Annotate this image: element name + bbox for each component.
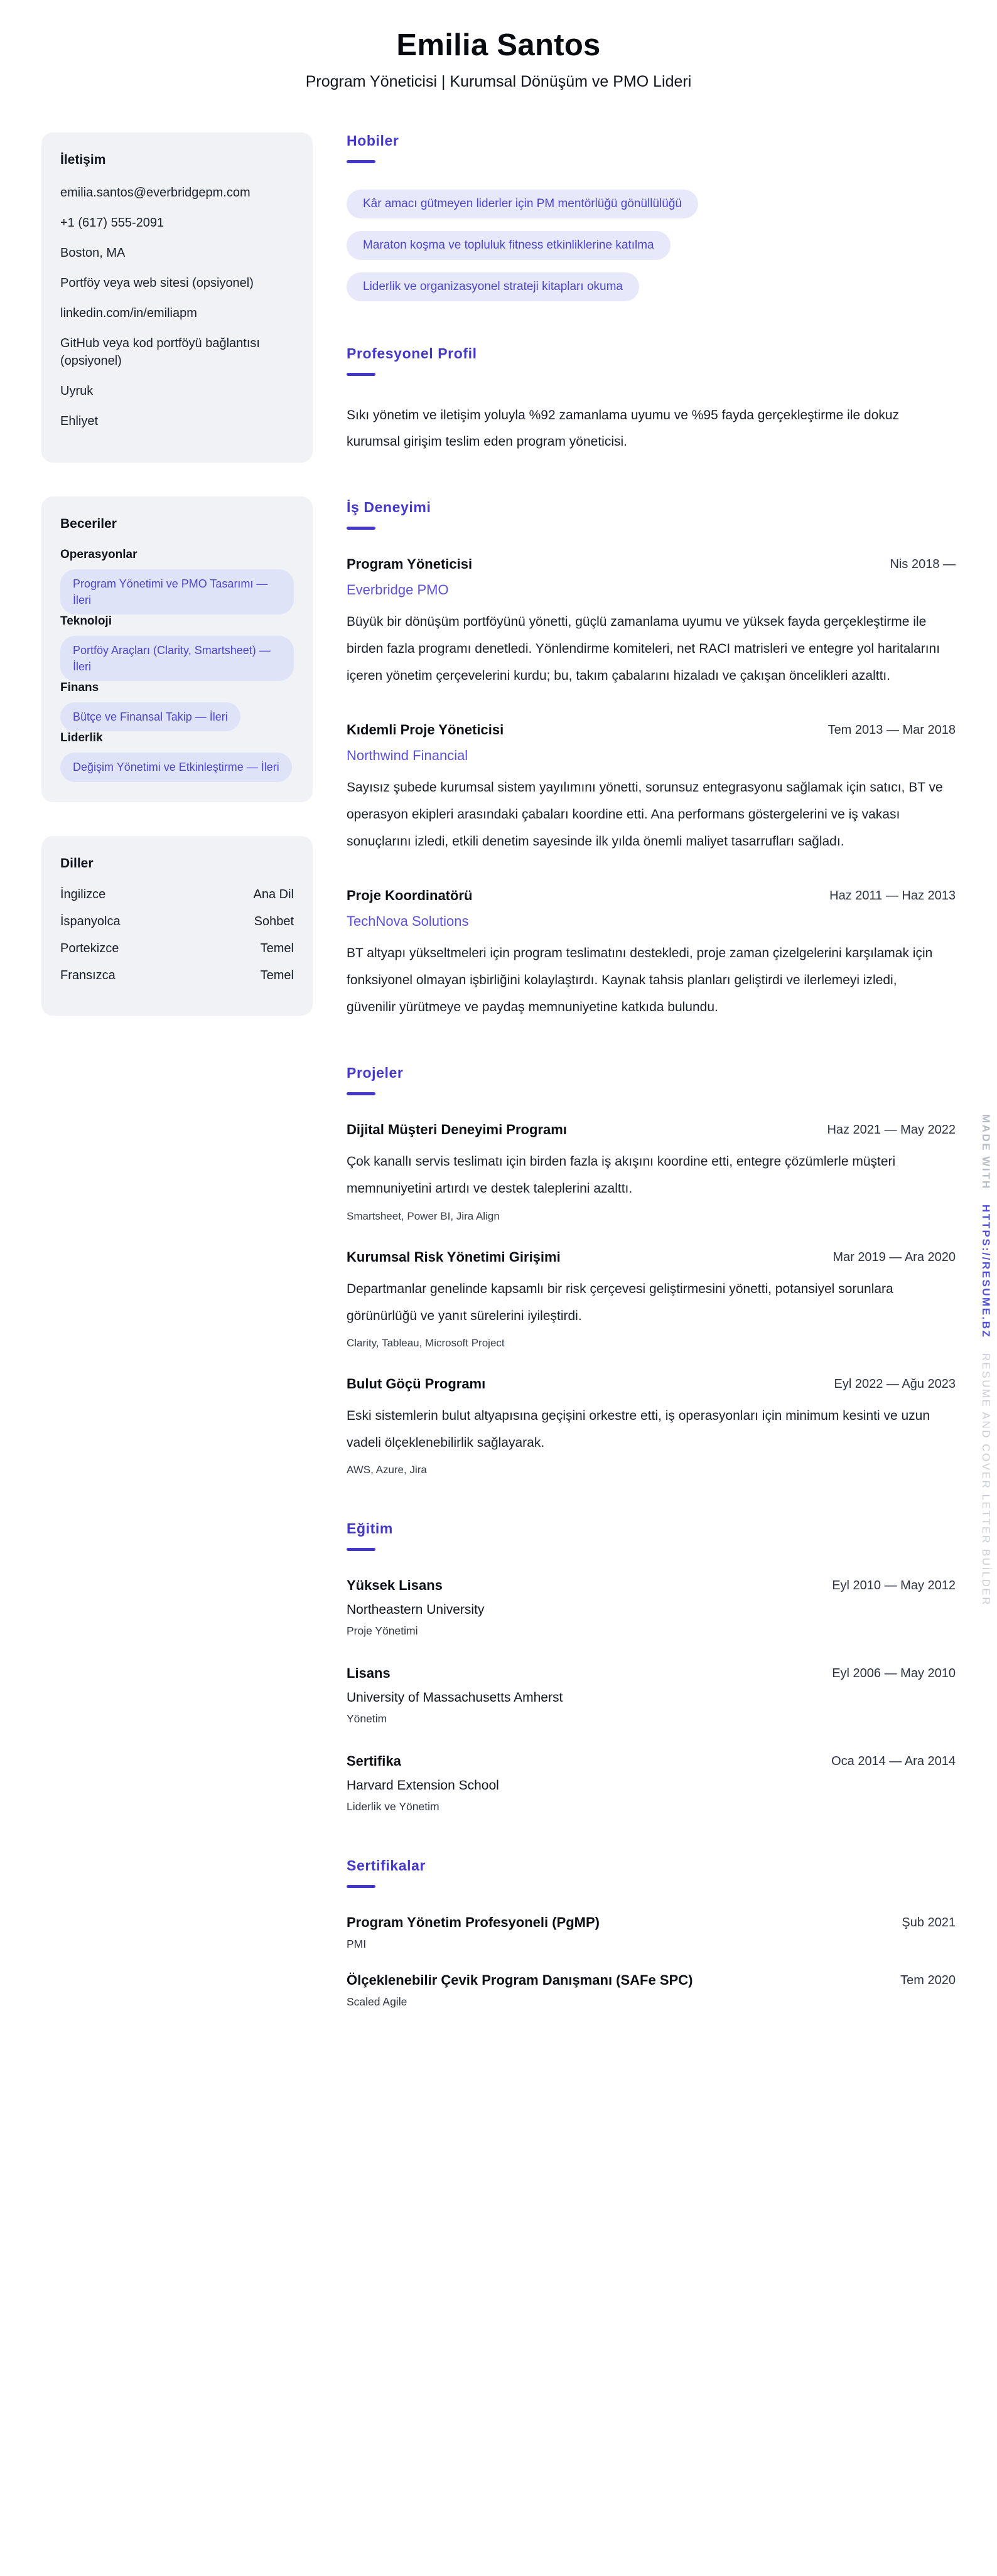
language-row — [60, 942, 294, 956]
candidate-title: Program Yöneticisi | Kurumsal Dönüşüm ve PMO Lideri — [305, 73, 692, 90]
heading-underline — [347, 1885, 375, 1888]
skill-group — [60, 731, 294, 781]
project-dates: Eyl 2022 — Ağu 2023 — [834, 1377, 956, 1391]
job-dates: Haz 2011 — Haz 2013 — [829, 889, 956, 903]
education-school: University of Massachusetts Amherst — [347, 1690, 563, 1705]
education-degree: Yüksek Lisans — [347, 1577, 443, 1593]
section-experience — [347, 499, 956, 1021]
education-field: Liderlik ve Yönetim — [347, 1800, 439, 1813]
project-description: Departmanlar genelinde kapsamlı bir risk çerçevesi geliştirmesini yönetti, potansiyel sorunlara görünürlüğü ve yanıt sürelerini iyileştirdi. — [347, 1281, 893, 1323]
education-dates: Eyl 2010 — May 2012 — [832, 1578, 956, 1592]
job-description: BT altyapı yükseltmeleri için program teslimatını destekledi, proje zaman çizelgelerini karşılamak için fonksiyonel olmayan işbirliğini kolaylaştırdı. Kaynak tahsis planları geliştirdi ve ilerlemeyi izledi, güvenilir yürütmeye ve paydaş memnuniyetine katkıda bulundu. — [347, 946, 933, 1015]
projects-heading: Projeler — [347, 1065, 404, 1081]
education-dates: Eyl 2006 — May 2010 — [832, 1666, 956, 1680]
skill-group — [60, 681, 294, 731]
project-description: Çok kanallı servis teslimatı için birden fazla iş akışını koordine etti, entegre çözümlerle müşteri memnuniyetini artırdı ve destek taleplerini azalttı. — [347, 1154, 896, 1196]
job-title: Kıdemli Proje Yöneticisi — [347, 722, 504, 738]
watermark-prefix: MADE WITH — [980, 1114, 992, 1190]
heading-underline — [347, 373, 375, 376]
section-certifications — [347, 1857, 956, 2009]
language-row — [60, 915, 294, 929]
candidate-name: Emilia Santos — [396, 28, 601, 62]
project-title: Kurumsal Risk Yönetimi Girişimi — [347, 1248, 561, 1265]
hobbies-heading: Hobiler — [347, 132, 399, 149]
skill-category: Liderlik — [60, 731, 103, 745]
watermark — [979, 1114, 992, 1606]
job-description: Sayısız şubede kurumsal sistem yayılımını yönetti, sorunsuz entegrasyonu sağlamak için satıcı, BT ve operasyon ekipleri arasındaki çabaları koordine etti. Ana performans göstergelerini ve iş vakası sonuçlarını izledi, etkili denetim sayesinde ilk yılda önemli maliyet tasarrufları sağladı. — [347, 780, 943, 849]
language-level: Temel — [260, 968, 294, 982]
certification-date: Şub 2021 — [902, 1915, 956, 1929]
languages-card — [41, 836, 313, 1016]
profile-heading: Profesyonel Profil — [347, 345, 477, 362]
job-company-link[interactable]: TechNova Solutions — [347, 913, 469, 930]
resume-body — [0, 132, 997, 2053]
skill-pill: Bütçe ve Finansal Takip — İleri — [60, 702, 240, 731]
education-field: Yönetim — [347, 1712, 387, 1725]
experience-entry — [347, 888, 956, 1021]
job-description: Büyük bir dönüşüm portföyünü yönetti, güçlü zamanlama uyumu ve yüksek fayda gerçekleştirme ile birden fazla programı denetledi. Yönlendirme komiteleri, net RACI matrisleri ve entegre yol haritalarını içeren yönetim çerçevelerini kurdu; bu, takım çabalarını hizaladı ve çakışan öncelikleri azalttı. — [347, 614, 940, 684]
job-dates: Nis 2018 — — [890, 557, 956, 571]
certification-name: Program Yönetim Profesyoneli (PgMP) — [347, 1914, 600, 1930]
resume-header — [0, 0, 997, 91]
project-title: Dijital Müşteri Deneyimi Programı — [347, 1122, 567, 1138]
section-hobbies — [347, 132, 956, 301]
sidebar — [41, 132, 313, 1049]
project-title: Bulut Göçü Programı — [347, 1375, 486, 1392]
education-heading: Eğitim — [347, 1520, 393, 1537]
project-entry — [347, 1122, 956, 1222]
language-name: İspanyolca — [60, 914, 121, 928]
certifications-heading: Sertifikalar — [347, 1857, 426, 1874]
experience-entry — [347, 556, 956, 689]
contact-item[interactable]: Uyruk — [60, 384, 94, 398]
education-entry — [347, 1577, 956, 1638]
hobby-pill: Liderlik ve organizasyonel strateji kitapları okuma — [347, 272, 639, 301]
education-school: Harvard Extension School — [347, 1778, 499, 1793]
project-dates: Mar 2019 — Ara 2020 — [833, 1250, 956, 1264]
contact-item[interactable]: Boston, MA — [60, 246, 126, 260]
certification-date: Tem 2020 — [900, 1973, 956, 1987]
main-column — [347, 132, 956, 2053]
skills-card — [41, 496, 313, 802]
hobby-pill: Kâr amacı gütmeyen liderler için PM mentörlüğü gönüllülüğü — [347, 190, 698, 218]
education-school: Northeastern University — [347, 1602, 485, 1617]
experience-entry — [347, 722, 956, 855]
education-field: Proje Yönetimi — [347, 1624, 418, 1637]
certification-name: Ölçeklenebilir Çevik Program Danışmanı (SAFe SPC) — [347, 1972, 693, 1988]
certification-entry — [347, 1914, 956, 1951]
language-row — [60, 969, 294, 983]
skill-category: Operasyonlar — [60, 548, 137, 561]
project-tools: AWS, Azure, Jira — [347, 1463, 427, 1476]
contact-card — [41, 132, 313, 463]
watermark-suffix: RESUME AND COVER LETTER BUİLDER — [980, 1353, 992, 1607]
language-level: Ana Dil — [253, 887, 294, 901]
skills-title: Beceriler — [60, 517, 117, 531]
language-name: Portekizce — [60, 941, 119, 955]
project-dates: Haz 2021 — May 2022 — [827, 1123, 956, 1137]
contact-item[interactable]: Portföy veya web sitesi (opsiyonel) — [60, 276, 254, 290]
job-title: Program Yöneticisi — [347, 556, 473, 572]
heading-underline — [347, 1092, 375, 1095]
education-entry — [347, 1665, 956, 1725]
language-name: Fransızca — [60, 968, 116, 982]
education-dates: Oca 2014 — Ara 2014 — [831, 1754, 956, 1768]
language-name: İngilizce — [60, 887, 106, 901]
skill-group — [60, 548, 294, 614]
skill-category: Teknoloji — [60, 614, 112, 628]
project-entry — [347, 1249, 956, 1350]
contact-item[interactable]: +1 (617) 555-2091 — [60, 216, 164, 230]
certification-issuer: Scaled Agile — [347, 1995, 407, 2008]
contact-title: İletişim — [60, 153, 106, 167]
language-level: Temel — [260, 941, 294, 955]
skill-category: Finans — [60, 681, 99, 695]
skill-pill: Değişim Yönetimi ve Etkinleştirme — İleri — [60, 753, 292, 781]
hobby-pill: Maraton koşma ve topluluk fitness etkinliklerine katılma — [347, 231, 671, 260]
heading-underline — [347, 527, 375, 530]
section-education — [347, 1520, 956, 1813]
watermark-url-link[interactable]: HTTPS://RESUME.BZ — [980, 1204, 992, 1339]
project-tools: Smartsheet, Power BI, Jira Align — [347, 1210, 500, 1222]
contact-item[interactable]: GitHub veya kod portföyü bağlantısı (opsiyonel) — [60, 336, 260, 368]
education-entry — [347, 1753, 956, 1813]
skill-pill: Program Yönetimi ve PMO Tasarımı — İleri — [60, 569, 294, 614]
languages-title: Diller — [60, 856, 94, 871]
job-company-link[interactable]: Everbridge PMO — [347, 582, 449, 598]
heading-underline — [347, 1548, 375, 1551]
job-company-link[interactable]: Northwind Financial — [347, 748, 468, 764]
profile-text: Sıkı yönetim ve iletişim yoluyla %92 zamanlama uyumu ve %95 fayda gerçekleştirme ile dokuz kurumsal girişim teslim eden program yöneticisi. — [347, 408, 900, 449]
section-projects — [347, 1065, 956, 1476]
project-entry — [347, 1376, 956, 1476]
contact-item[interactable]: Ehliyet — [60, 414, 99, 428]
job-title: Proje Koordinatörü — [347, 888, 473, 904]
certification-entry — [347, 1972, 956, 2009]
heading-underline — [347, 160, 375, 163]
language-level: Sohbet — [254, 914, 294, 928]
skill-pill: Portföy Araçları (Clarity, Smartsheet) — İleri — [60, 636, 294, 681]
skill-group — [60, 614, 294, 681]
experience-heading: İş Deneyimi — [347, 499, 431, 515]
contact-item[interactable]: emilia.santos@everbridgepm.com — [60, 186, 251, 200]
education-degree: Sertifika — [347, 1752, 401, 1769]
education-degree: Lisans — [347, 1665, 391, 1681]
project-tools: Clarity, Tableau, Microsoft Project — [347, 1336, 505, 1349]
certification-issuer: PMI — [347, 1937, 367, 1950]
language-row — [60, 888, 294, 902]
contact-item[interactable]: linkedin.com/in/emiliapm — [60, 306, 197, 320]
job-dates: Tem 2013 — Mar 2018 — [827, 723, 956, 738]
project-description: Eski sistemlerin bulut altyapısına geçişini orkestre etti, iş operasyonları için minimum kesinti ve uzun vadeli ölçeklenebilirlik sağlayarak. — [347, 1408, 930, 1450]
section-profile — [347, 345, 956, 455]
